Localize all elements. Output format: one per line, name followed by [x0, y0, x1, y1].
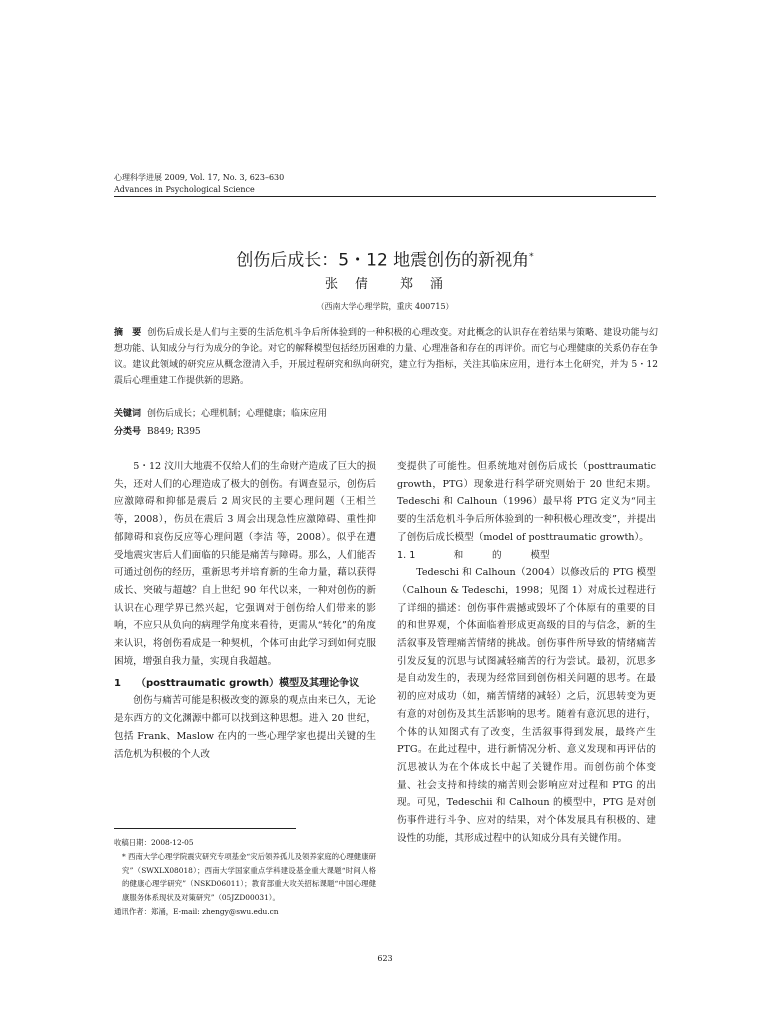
keywords: [114, 406, 658, 422]
intro-paragraph: 5・12 汶川大地震不仅给人们的生命财产造成了巨大的损失，还对人们的心理造成了极大的创伤。有调查显示，创伤后应激障碍和抑郁是震后 2 周灾民的主要心理问题（王相兰 等，2008），伤员在震后 3 周会出现急性应激障碍、重性抑郁障碍和哀伤反应等心理问题（李洁 等，2008）。似乎在遭受地震灾害后人们面临的只能是痛苦与障碍。那么，人们能否可通过创伤的经历，重新思考并培育新的生命力量，藉以获得成长、突破与超越？自上世纪 90 年代以来，一种对创伤的新认识在心理学界已然兴起，它强调对于创伤给人们带来的影响，不应只从负向的病理学角度来看待，更需从“转化”的角度来认识，将创伤看成是一种契机，个体可由此学习到如何克服困境，增强自我力量，实现自我超越。: [114, 461, 376, 667]
title-footnote-mark: *: [529, 252, 534, 262]
header-rule: [114, 196, 656, 197]
keywords-text: 创伤后成长；心理机制；心理健康；临床应用: [147, 409, 328, 419]
page-number: 623: [377, 954, 393, 963]
journal-citation: 心理科学进展 2009, Vol. 17, No. 3, 623–630: [114, 173, 285, 182]
author-affiliation: （西南大学心理学院，重庆 400715）: [316, 302, 454, 311]
right-column: [397, 458, 656, 847]
abstract-text: 创伤后成长是人们与主要的生活危机斗争后所体验到的一种积极的心理改变。对此概念的认识存在着结果与策略、建设功能与幻想功能、认知成分与行为成分的争论。对它的解释模型包括经历困难的力量、心理准备和存在的再评价。而它与心理健康的关系仍存在争议。建议此领域的研究应从概念澄清入手，开展过程研究和纵向研究，建立行为指标，关注其临床应用，进行本土化研究，并为 5・12 震后心理重建工作提供新的思路。: [114, 328, 658, 386]
paper-title-text: 创伤后成长：5・12 地震创伤的新视角: [236, 250, 530, 271]
footnote-received: 收稿日期：2008-12-05: [114, 838, 194, 847]
journal-header: [114, 172, 654, 196]
left-column: [114, 458, 376, 763]
classification-label: 分类号: [114, 427, 142, 437]
classification: [114, 424, 658, 440]
footnote-author: 通讯作者：郑涌，E-mail: zhengy@swu.edu.cn: [114, 906, 279, 916]
keywords-label: 关键词: [114, 409, 142, 419]
section-heading-1: 1 （posttraumatic growth）模型及其理论争议: [114, 678, 360, 690]
classification-text: B849; R395: [147, 427, 201, 437]
paper-authors: 张 倩 郑 涌: [324, 277, 445, 292]
section-1-1-paragraph: Tedeschi 和 Calhoun（2004）以修改后的 PTG 模型（Calhoun & Tedeschi，1998；见图 1）对成长过程进行了详细的描述：创伤事件震撼或毁坏了个体原有的重要的目的和世界观，个体面临着形成更高级的目的与信念，新的生活叙事及管理痛苦情绪的挑战。创伤事件所导致的情绪痛苦引发反复的沉思与试图减轻痛苦的行为尝试。最初，沉思多是自动发生的，表现为经常回到创伤相关问题的思考。在最初的应对成功（如，痛苦情绪的减轻）之后，沉思转变为更有意的对创伤及其生活影响的思考。随着有意沉思的进行，个体的认知图式有了改变，生活叙事得到发展，最终产生 PTG。在此过程中，进行新情况分析、意义发现和再评估的沉思被认为在个体成长中起了关键作用。而创伤前个体变量、社会支持和持续的痛苦则会影响应对过程和 PTG 的出现。可见，Tedeschii 和 Calhoun 的模型中，PTG 是对创伤事件进行斗争、应对的结果，对个体发展具有积极的、建设性的功能，其形成过程中的认知成分具有关键作用。: [397, 567, 656, 844]
section-1-paragraph: 创伤与痛苦可能是积极改变的源泉的观点由来已久，无论是东西方的文化渊源中都可以找到这种思想。进入 20 世纪，包括 Frank、Maslow 在内的一些心理学家也提出关键的生活危机为积极的个人改: [114, 695, 376, 760]
abstract: [114, 325, 658, 389]
paper-title: [114, 246, 656, 272]
abstract-label: 摘 要: [114, 328, 142, 338]
footnotes: [114, 836, 376, 919]
section-heading-1-1: 1. 1 和 的 模型: [397, 549, 550, 561]
journal-english-name: Advances in Psychological Science: [114, 185, 255, 194]
footnote-rule: [114, 828, 296, 829]
continued-paragraph: 变提供了可能性。但系统地对创伤后成长（posttraumatic growth，PTG）现象进行科学研究则始于 20 世纪末期。Tedeschi 和 Calhoun（1996）最早将 PTG 定义为“同主要的生活危机斗争后所体验到的一种积极心理改变”，并提出了创伤后成长模型（model of posttraumatic growth）。: [397, 461, 656, 543]
footnote-fund: * 西南大学心理学院震灾研究专项基金“灾后领养孤儿及领养家庭的心理健康研究”（SWXLX08018）；西南大学国家重点学科建设基金重大课题“时间人格的健康心理学研究”（NSKD06011）；教育部重大攻关招标课题“中国心理健康服务体系现状及对策研究”（05JZD00031）。: [122, 851, 376, 903]
